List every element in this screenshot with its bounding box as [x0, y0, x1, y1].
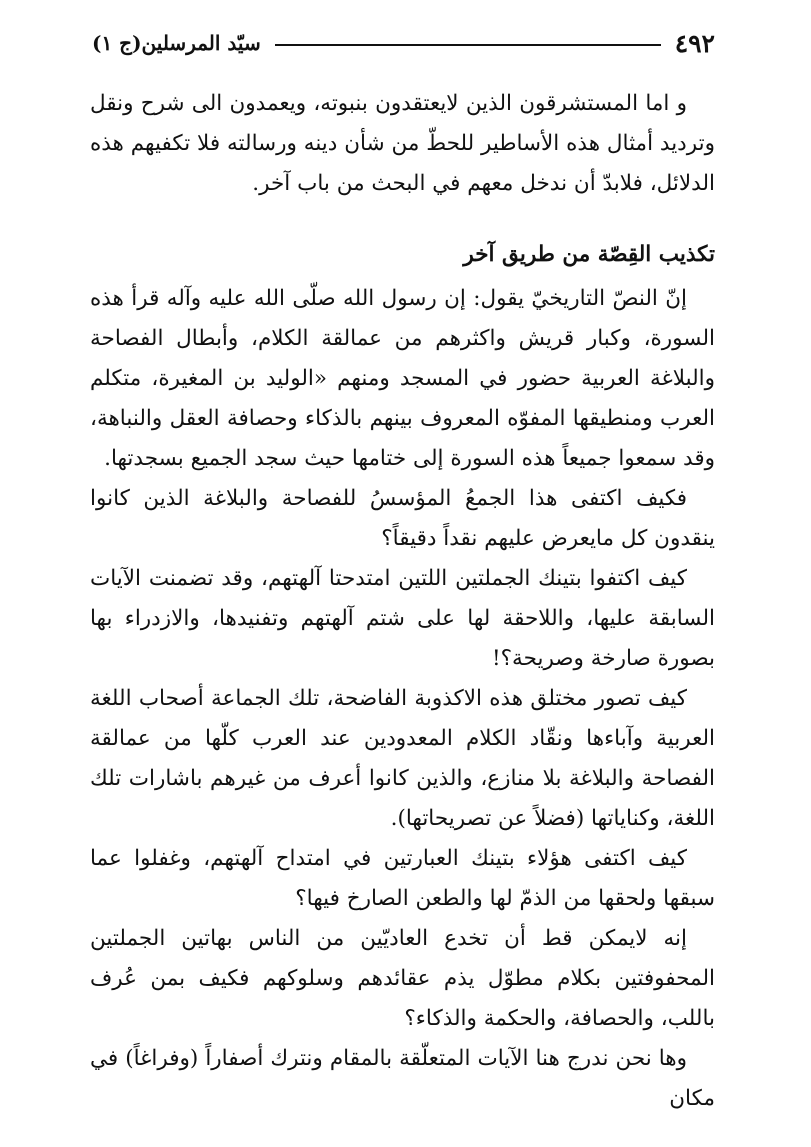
page-number: ٤٩٢: [674, 28, 715, 58]
running-title: سيّد المرسلين(ج ١): [92, 31, 261, 55]
paragraph: إنه لايمكن قط أن تخدع العاديّين من الناس بهاتين الجملتين المحفوفتين بكلام مطوّل يذم عقائدهم وسلوكهم فكيف بمن عُرف باللب، والحصافة، والحكمة والذكاء؟: [90, 926, 715, 1031]
section-heading: تكذيب القِصّة من طريق آخر: [463, 242, 715, 267]
paragraph: وها نحن ندرج هنا الآيات المتعلّقة بالمقام ونترك أصفاراً (وفراغاً) في مكان: [90, 1046, 715, 1111]
header-divider: [275, 44, 661, 46]
paragraph: فكيف اكتفى هذا الجمعُ المؤسسُ للفصاحة والبلاغة الذين كانوا ينقدون كل مايعرض عليهم نقداً دقيقاً؟: [90, 486, 715, 551]
page-body: [90, 84, 715, 1119]
paragraph: إنّ النصّ التاريخيّ يقول: إن رسول الله صلّى الله عليه وآله قرأ هذه السورة، وكبار قريش واكثرهم من عمالقة الكلام، وأبطال الفصاحة والبلاغة العربية حضور في المسجد ومنهم «الوليد بن المغيرة، متكلم العرب ومنطيقها المفوّه المعروف بينهم بالذكاء وحصافة العقل والنباهة، وقد سمعوا جميعاً هذه السورة إلى ختامها حيث سجد الجميع بسجدتها.: [90, 286, 715, 471]
paragraph: كيف تصور مختلق هذه الاكذوبة الفاضحة، تلك الجماعة أصحاب اللغة العربية وآباءها ونقّاد الكلام المعدودين عند العرب كلّها من عمالقة الفصاحة والبلاغة بلا منازع، والذين كانوا أعرف من غيرهم باشارات تلك اللغة، وكناياتها (فضلاً عن تصريحاتها).: [90, 686, 715, 831]
page-header: [92, 26, 715, 60]
paragraph: كيف اكتفوا بتينك الجملتين اللتين امتدحتا آلهتهم، وقد تضمنت الآيات السابقة عليها، واللاحقة لها على شتم آلهتهم وتفنيدها، والازدراء بها بصورة صارخة وصريحة؟!: [90, 566, 715, 671]
intro-paragraph: و اما المستشرقون الذين لايعتقدون بنبوته، ويعمدون الى شرح ونقل وترديد أمثال هذه الأساطير للحطّ من شأن دينه ورسالته فلا تكفيهم هذه الدلائل، فلابدّ أن ندخل معهم في البحث من باب آخر.: [90, 91, 715, 196]
paragraph: كيف اكتفى هؤلاء بتينك العبارتين في امتداح آلهتهم، وغفلوا عما سبقها ولحقها من الذمّ لها والطعن الصارخ فيها؟: [90, 846, 715, 911]
